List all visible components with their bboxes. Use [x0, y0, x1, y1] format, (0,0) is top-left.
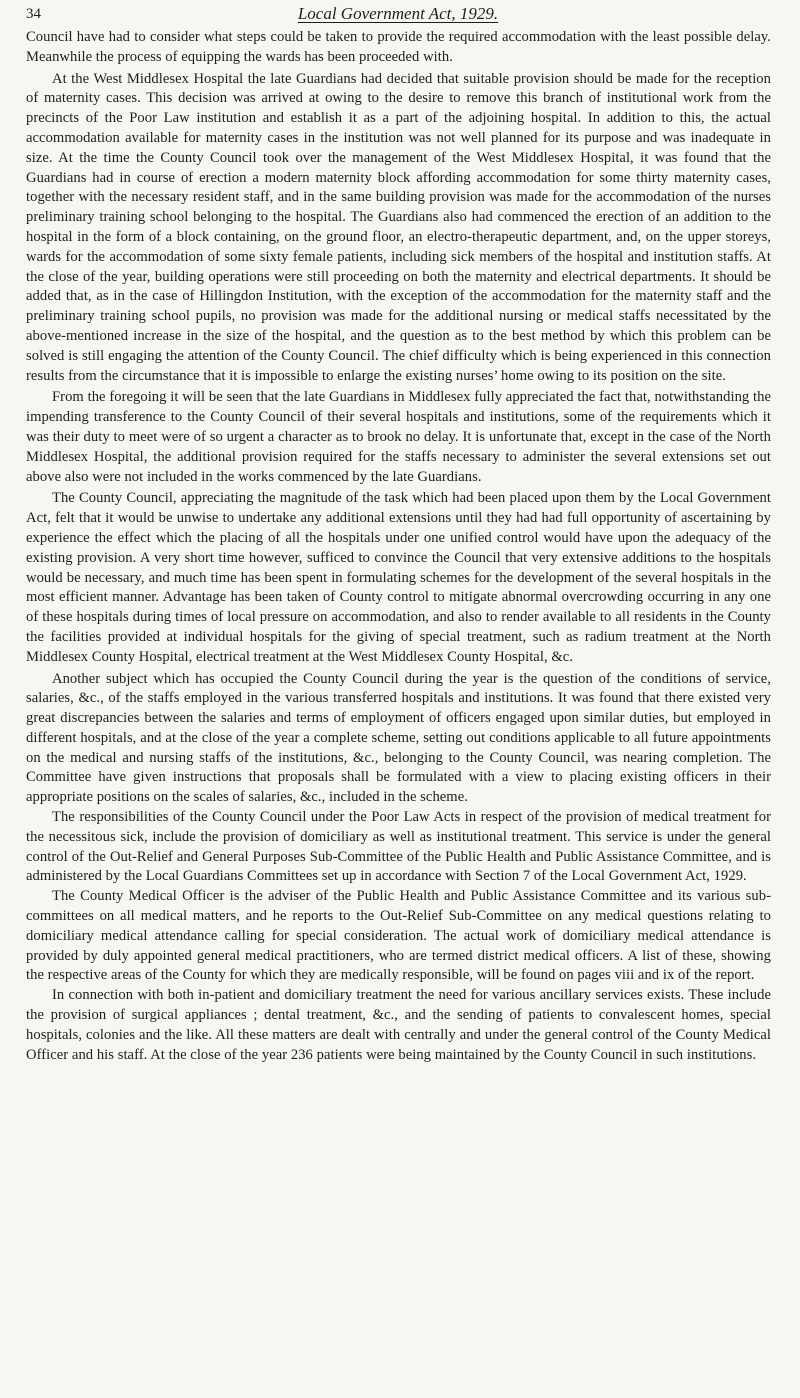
page-number: 34	[26, 6, 41, 22]
paragraph-4: The County Council, appreciating the magnitude of the task which had been placed upon them by the Local Government Act, felt that it would be unwise to undertake any additional extensions until they had had full opportunity of ascertaining by experience the effect which the placing of all the hospitals under one unified control would have upon the adequacy of the existing provision. A very short time however, sufficed to convince the Council that very extensive additions to the hospitals would be necessary, and much time has been spent in formulating schemes for the development of the several hospitals in the most efficient manner. Advantage has been taken of County control to mitigate abnormal overcrowding occurring in any one of these hospitals during times of local pressure on accommodation, and also to render available to all residents in the County the facilities provided at individual hospitals for the giving of special treatment, such as radium treatment at the North Middlesex County Hospital, electrical treatment at the West Middlesex County Hospital, &c.	[26, 490, 771, 665]
paragraph-7: The County Medical Officer is the adviser of the Public Health and Public Assistance Committee and its various sub-committees on all medical matters, and he reports to the Out-Relief Sub-Committee on any medical questions relating to domiciliary medical attendance calling for special consideration. The actual work of domiciliary medical attendance is provided by duly appointed general medical practitioners, who are termed district medical officers. A list of these, showing the respective areas of the County for which they are medically responsible, will be found on pages viii and ix of the report.	[26, 888, 771, 984]
running-title: Local Government Act, 1929.	[297, 4, 499, 23]
paragraph-8: In connection with both in-patient and domiciliary treatment the need for various ancillary services exists. These include the provision of surgical appliances ; dental treatment, &c., and the sending of patients to convalescent homes, special hospitals, colonies and the like. All these matters are dealt with centrally and under the general control of the County Medical Officer and his staff. At the close of the year 236 patients were being maintained by the County Council in such institutions.	[26, 987, 771, 1063]
paragraph-1: Council have had to consider what steps could be taken to provide the required accommodation with the least possible delay. Meanwhile the process of equipping the wards has been proceeded with.	[26, 29, 771, 65]
paragraph-5: Another subject which has occupied the County Council during the year is the question of the conditions of service, salaries, &c., of the staffs employed in the various transferred hospitals and institutions. It was found that there existed very great discrepancies between the salaries and terms of employment of officers engaged upon similar duties, but employed in different hospitals, and at the close of the year a complete scheme, setting out conditions applicable to all future appointments on the medical and nursing staffs of the institutions, &c., belonging to the County Council, was nearing completion. The Committee have given instructions that proposals shall be formulated with a view to placing existing officers in their appropriate positions on the scales of salaries, &c., included in the scheme.	[26, 670, 771, 806]
paragraph-6: The responsibilities of the County Council under the Poor Law Acts in respect of the provision of medical treatment for the necessitous sick, include the provision of domiciliary as well as institutional treatment. This service is under the general control of the Out-Relief and General Purposes Sub-Committee of the Public Health and Public Assistance Committee, and is administered by the Local Guardians Committees set up in accordance with Section 7 of the Local Government Act, 1929.	[26, 809, 771, 885]
page-header	[26, 4, 770, 30]
paragraph-3: From the foregoing it will be seen that the late Guardians in Middlesex fully appreciated the fact that, notwithstanding the impending transference to the County Council of their several hospitals and institutions, some of the requirements which it was their duty to meet were of so urgent a character as to brook no delay. It is unfortunate that, except in the case of the North Middlesex Hospital, the additional provision required for the staffs necessary to administer the several extensions set out above also were not included in the works commenced by the late Guardians.	[26, 389, 771, 485]
body-text	[26, 28, 771, 1065]
paragraph-2: At the West Middlesex Hospital the late Guardians had decided that suitable provision should be made for the reception of maternity cases. This decision was arrived at owing to the desire to remove this branch of institutional work from the precincts of the Poor Law institution and establish it as a part of the adjoining hospital. In addition to this, the actual accommodation available for maternity cases in the institution was not well planned for its purpose and was inadequate in size. At the time the County Council took over the management of the West Middlesex Hospital, it was found that the Guardians had in course of erection a modern maternity block affording accommodation for some thirty maternity cases, together with the necessary resident staff, and in the same building provision was made for the accommodation of the nurses preliminary training school belonging to the hospital. The Guardians also had commenced the erection of an addition to the hospital in the form of a block containing, on the ground floor, an electro-therapeutic department, and, on the upper storeys, wards for the accommodation of some sixty female patients, including sick members of the hospital and institution staffs. At the close of the year, building operations were still proceeding on both the maternity and electrical departments. It should be added that, as in the case of Hillingdon Institution, with the exception of the accommodation for the maternity staff and the preliminary training school pupils, no provision was made for the additional nursing or medical staffs necessitated by the above-mentioned increase in the size of the hospital, and the question as to the best method by which this problem can be solved is still engaging the attention of the County Council. The chief difficulty which is being experienced in this connection results from the circumstance that it is impossible to enlarge the existing nurses’ home owing to its position on the site.	[26, 70, 771, 384]
